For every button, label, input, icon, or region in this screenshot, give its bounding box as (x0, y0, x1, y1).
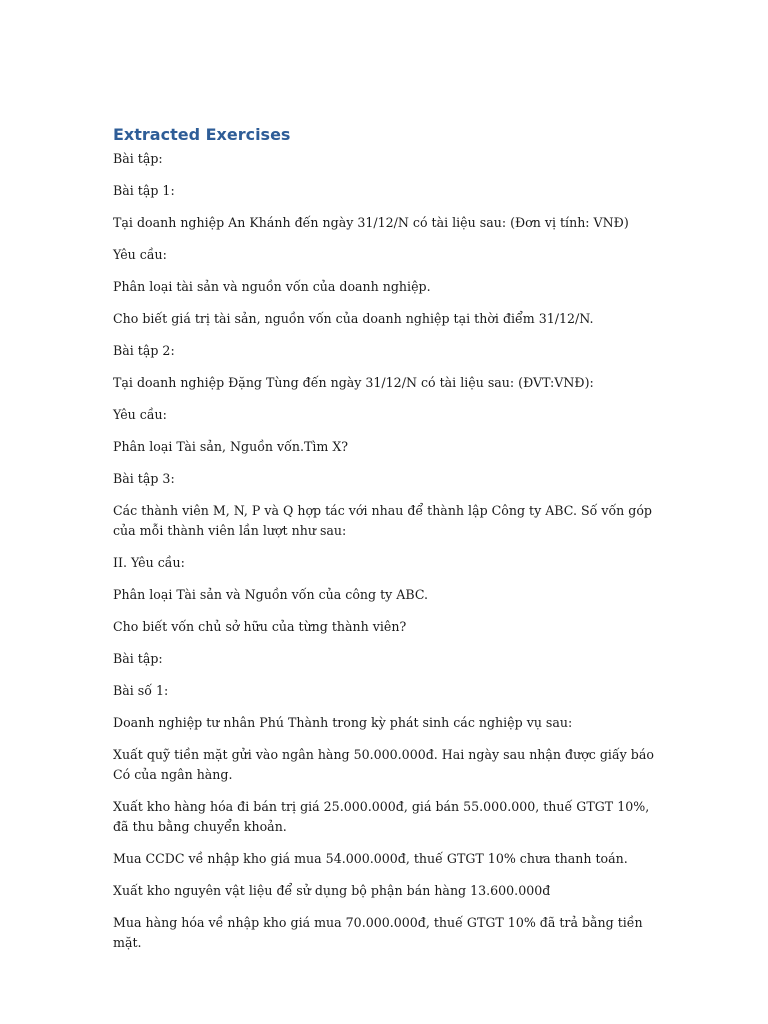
paragraph: Cho biết giá trị tài sản, nguồn vốn của doanh nghiệp tại thời điểm 31/12/N. (113, 311, 594, 326)
paragraph-exercise-2-heading: Bài tập 2: (113, 343, 175, 358)
paragraph: Phân loại Tài sản, Nguồn vốn.Tìm X? (113, 439, 349, 454)
paragraph-requirement-heading: Yêu cầu: (113, 407, 167, 422)
paragraph: Mua CCDC về nhập kho giá mua 54.000.000đ, thuế GTGT 10% chưa thanh toán. (113, 851, 628, 866)
paragraph-exercise-3-heading: Bài tập 3: (113, 471, 175, 486)
paragraph: Cho biết vốn chủ sở hữu của từng thành viên? (113, 619, 407, 634)
paragraph-exercises-heading: Bài tập: (113, 651, 163, 666)
document-body (113, 149, 658, 953)
paragraph-exercises-heading: Bài tập: (113, 151, 163, 166)
paragraph: Tại doanh nghiệp An Khánh đến ngày 31/12/N có tài liệu sau: (Đơn vị tính: VNĐ) (113, 215, 629, 230)
paragraph-requirement-heading: II. Yêu cầu: (113, 555, 185, 570)
paragraph: Doanh nghiệp tư nhân Phú Thành trong kỳ phát sinh các nghiệp vụ sau: (113, 715, 573, 730)
paragraph-requirement-heading: Yêu cầu: (113, 247, 167, 262)
paragraph-exercise-1-heading: Bài tập 1: (113, 183, 175, 198)
paragraph: Phân loại Tài sản và Nguồn vốn của công ty ABC. (113, 587, 429, 602)
paragraph: Xuất kho hàng hóa đi bán trị giá 25.000.000đ, giá bán 55.000.000, thuế GTGT 10%, đã thu bằng chuyển khoản. (113, 799, 650, 834)
document-page (113, 124, 658, 965)
paragraph: Các thành viên M, N, P và Q hợp tác với nhau để thành lập Công ty ABC. Số vốn góp của mỗi thành viên lần lượt như sau: (113, 503, 652, 538)
paragraph-problem-1-heading: Bài số 1: (113, 683, 169, 698)
paragraph: Xuất kho nguyên vật liệu để sử dụng bộ phận bán hàng 13.600.000đ (113, 883, 551, 898)
paragraph: Xuất quỹ tiền mặt gửi vào ngân hàng 50.000.000đ. Hai ngày sau nhận được giấy báo Có của ngân hàng. (113, 747, 654, 782)
document-title: Extracted Exercises (113, 125, 291, 144)
paragraph: Mua hàng hóa về nhập kho giá mua 70.000.000đ, thuế GTGT 10% đã trả bằng tiền mặt. (113, 915, 643, 950)
paragraph: Tại doanh nghiệp Đặng Tùng đến ngày 31/12/N có tài liệu sau: (ĐVT:VNĐ): (113, 375, 594, 390)
paragraph: Phân loại tài sản và nguồn vốn của doanh nghiệp. (113, 279, 431, 294)
